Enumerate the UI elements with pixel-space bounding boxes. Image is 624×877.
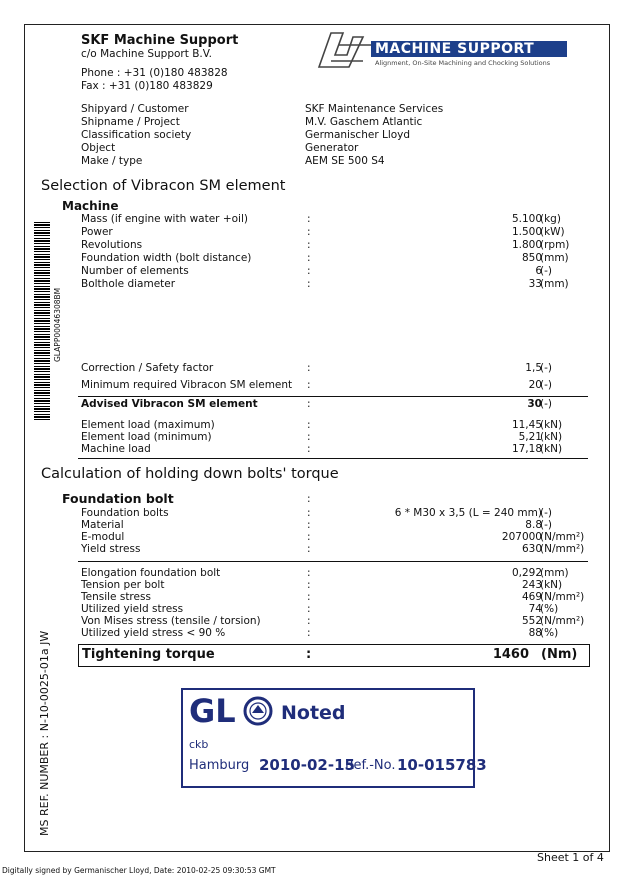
bolt-row-label: Yield stress — [81, 543, 141, 555]
bolt-row-colon: : — [307, 519, 311, 531]
company-name: SKF Machine Support — [81, 33, 239, 48]
stamp-noted: Noted — [281, 702, 346, 724]
stress-row-unit: (%) — [540, 627, 559, 639]
machine-row-label: Mass (if engine with water +oil) — [81, 213, 248, 225]
stress-row-label: Tension per bolt — [81, 579, 165, 591]
machine-row-label: Number of elements — [81, 265, 189, 277]
logo-tagline: Alignment, On-Site Machining and Chocking Solutions — [375, 59, 551, 67]
project-label: Object — [81, 142, 116, 154]
stress-row-value: 74 — [528, 603, 542, 615]
bolt-row-value: 6 * M30 x 3,5 (L = 240 mm) — [394, 507, 542, 519]
machine-row-colon: : — [307, 239, 311, 251]
stress-row-label: Tensile stress — [81, 591, 151, 603]
stress-row-label: Von Mises stress (tensile / torsion) — [81, 615, 261, 627]
machine-row-value: 5.100 — [511, 213, 542, 225]
machine-row-label: Power — [81, 226, 113, 238]
bolt-row-label: E-modul — [81, 531, 125, 543]
barcode-text: GLAPP00046308BM — [53, 287, 62, 362]
minimum-row-value: 20 — [528, 379, 542, 391]
barcode — [34, 222, 50, 420]
machine-row-unit: (kg) — [540, 213, 561, 225]
machine-row-colon: : — [307, 213, 311, 225]
project-label: Shipname / Project — [81, 116, 180, 128]
machine-row-unit: (mm) — [540, 278, 569, 290]
stress-row-value: 469 — [521, 591, 542, 603]
advised-row-value: 30 — [527, 398, 542, 410]
bolt-row-label: Material — [81, 519, 124, 531]
tightening-value: 1460 — [492, 647, 529, 662]
minimum-row-unit: (-) — [540, 379, 552, 391]
stress-row-unit: (N/mm²) — [540, 615, 585, 627]
gl-noted-stamp — [181, 688, 487, 788]
company-fax: Fax : +31 (0)180 483829 — [81, 80, 213, 92]
load-row-unit: (kN) — [540, 443, 563, 455]
torque-title: Calculation of holding down bolts' torque — [41, 466, 339, 482]
torque-divider-line — [78, 561, 588, 562]
load-row-label: Machine load — [81, 443, 151, 455]
advised-row-colon: : — [307, 398, 311, 410]
stress-row-value: 88 — [528, 627, 542, 639]
bolt-row-colon: : — [307, 507, 311, 519]
machine-row-unit: (mm) — [540, 252, 569, 264]
machine-row-colon: : — [307, 252, 311, 264]
digital-signature: Digitally signed by Germanischer Lloyd, Date: 2010-02-25 09:30:53 GMT — [2, 866, 276, 875]
advised-row-unit: (-) — [540, 398, 552, 410]
bolt-row-label: Foundation bolts — [81, 507, 169, 519]
machine-row-value: 1.500 — [511, 226, 542, 238]
stress-row-unit: (kN) — [540, 579, 563, 591]
tightening-unit: (Nm) — [541, 647, 578, 662]
machine-row-label: Foundation width (bolt distance) — [81, 252, 252, 264]
bolt-row-value: 207000 — [501, 531, 542, 543]
minimum-row-colon: : — [307, 379, 311, 391]
stamp-ref-label: Ref.-No. — [345, 758, 396, 773]
project-value: Generator — [305, 142, 359, 154]
minimum-row-label: Minimum required Vibracon SM element — [81, 379, 293, 391]
tightening-label: Tightening torque — [82, 647, 215, 662]
machine-heading: Machine — [62, 199, 119, 213]
load-row-label: Element load (maximum) — [81, 419, 215, 431]
stress-row-colon: : — [307, 603, 311, 615]
project-label: Shipyard / Customer — [81, 103, 189, 115]
bolt-row-colon: : — [307, 543, 311, 555]
load-row-unit: (kN) — [540, 419, 563, 431]
bolt-row-unit: (N/mm²) — [540, 543, 585, 555]
load-row-colon: : — [307, 431, 311, 443]
load-row-value: 11,45 — [511, 419, 542, 431]
company-phone: Phone : +31 (0)180 483828 — [81, 67, 228, 79]
logo-text: MACHINE SUPPORT — [375, 41, 535, 57]
stress-row-label: Elongation foundation bolt — [81, 567, 221, 579]
project-value: AEM SE 500 S4 — [305, 155, 385, 167]
machine-row-value: 1.800 — [511, 239, 542, 251]
stress-row-colon: : — [307, 567, 311, 579]
company-co: c/o Machine Support B.V. — [81, 48, 212, 60]
load-row-unit: (kN) — [540, 431, 563, 443]
loads-bottom-line — [78, 458, 588, 459]
bolt-row-colon: : — [307, 531, 311, 543]
advised-row-label: Advised Vibracon SM element — [81, 398, 258, 410]
stress-row-colon: : — [307, 615, 311, 627]
stress-row-value: 552 — [521, 615, 542, 627]
machine-row-unit: (rpm) — [540, 239, 570, 251]
project-value: M.V. Gaschem Atlantic — [305, 116, 423, 128]
load-row-colon: : — [307, 443, 311, 455]
stress-row-unit: (mm) — [540, 567, 569, 579]
stamp-ref-number: 10-015783 — [397, 756, 487, 774]
project-label: Make / type — [81, 155, 143, 167]
selection-title: Selection of Vibracon SM element — [41, 178, 286, 194]
machine-row-label: Revolutions — [81, 239, 143, 251]
stamp-date: 2010-02-15 — [259, 756, 355, 774]
machine-row-colon: : — [307, 278, 311, 290]
bolt-row-unit: (-) — [540, 507, 552, 519]
bolt-heading-colon: : — [307, 493, 311, 505]
correction-row-colon: : — [307, 362, 311, 374]
stress-row-colon: : — [307, 579, 311, 591]
project-value: SKF Maintenance Services — [305, 103, 444, 115]
machine-row-label: Bolthole diameter — [81, 278, 176, 290]
stress-row-colon: : — [307, 627, 311, 639]
stress-row-label: Utilized yield stress — [81, 603, 184, 615]
load-row-colon: : — [307, 419, 311, 431]
stamp-city: Hamburg — [189, 758, 250, 773]
stress-row-unit: (N/mm²) — [540, 591, 585, 603]
sheet-number: Sheet 1 of 4 — [537, 851, 604, 864]
machine-row-value: 6 — [535, 265, 542, 277]
stress-row-colon: : — [307, 591, 311, 603]
bolt-row-value: 8.8 — [525, 519, 542, 531]
correction-row-value: 1,5 — [525, 362, 542, 374]
machine-row-unit: (-) — [540, 265, 552, 277]
machine-row-value: 33 — [528, 278, 542, 290]
ms-ref-number: MS REF. NUMBER : N-10-0025-01a JW — [38, 630, 51, 836]
tightening-torque-box — [78, 644, 590, 667]
machine-row-colon: : — [307, 226, 311, 238]
project-value: Germanischer Lloyd — [305, 129, 411, 141]
tightening-colon: : — [306, 647, 312, 662]
machine-row-colon: : — [307, 265, 311, 277]
machine-row-unit: (kW) — [540, 226, 565, 238]
bolt-row-unit: (-) — [540, 519, 552, 531]
load-row-value: 5,21 — [518, 431, 542, 443]
stress-row-value: 243 — [521, 579, 542, 591]
gl-seal-icon — [243, 696, 273, 726]
correction-row-unit: (-) — [540, 362, 552, 374]
stress-row-label: Utilized yield stress < 90 % — [81, 627, 226, 639]
load-row-label: Element load (minimum) — [81, 431, 212, 443]
correction-row-label: Correction / Safety factor — [81, 362, 214, 374]
bolt-heading: Foundation bolt — [62, 491, 174, 506]
load-row-value: 17,18 — [511, 443, 542, 455]
machine-support-logo — [313, 27, 571, 71]
stress-row-unit: (%) — [540, 603, 559, 615]
stamp-initials: ckb — [189, 738, 209, 751]
bolt-row-unit: (N/mm²) — [540, 531, 585, 543]
bolt-row-value: 630 — [521, 543, 542, 555]
machine-row-value: 850 — [521, 252, 542, 264]
stamp-gl: GL — [189, 692, 236, 730]
stress-row-value: 0,292 — [511, 567, 542, 579]
advised-top-line — [78, 396, 588, 397]
project-label: Classification society — [81, 129, 192, 141]
